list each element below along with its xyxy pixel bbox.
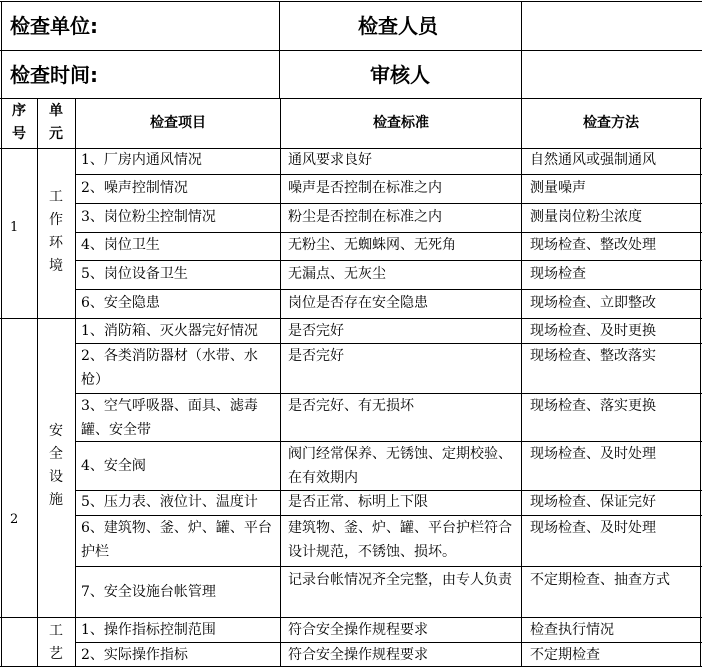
grid-line <box>280 98 281 667</box>
row-method: 不定期检查、抽查方式 <box>530 572 670 588</box>
row-method: 现场检查、及时更换 <box>530 323 656 339</box>
row-item: 1、消防箱、灭火器完好情况 <box>81 323 258 339</box>
column-header-unit: 单元 <box>49 103 63 142</box>
grid-line <box>75 174 702 175</box>
grid-line <box>0 1 702 2</box>
row-item: 2、各类消防器材（水带、水枪） <box>81 348 258 388</box>
row-method: 测量岗位粉尘浓度 <box>530 209 642 225</box>
row-method: 现场检查、立即整改 <box>530 295 656 311</box>
row-item: 1、厂房内通风情况 <box>81 152 202 168</box>
grid-line <box>75 203 702 204</box>
row-standard: 粉尘是否控制在标准之内 <box>288 209 442 225</box>
grid-line <box>279 1 280 98</box>
row-item: 1、操作指标控制范围 <box>81 622 216 638</box>
row-standard: 是否正常、标明上下限 <box>288 494 428 510</box>
row-method: 现场检查、整改落实 <box>530 348 656 364</box>
group-unit: 安全设施 <box>49 423 63 508</box>
row-item: 7、安全设施台帐管理 <box>81 584 216 600</box>
row-standard: 无漏点、无灰尘 <box>288 266 386 282</box>
grid-line <box>75 98 76 667</box>
row-item: 3、空气呼吸器、面具、滤毒罐、安全带 <box>81 398 258 438</box>
row-item: 6、安全隐患 <box>81 295 160 311</box>
group-seq: 2 <box>10 512 19 527</box>
row-item: 5、压力表、液位计、温度计 <box>81 494 258 510</box>
column-header-item: 检查项目 <box>150 115 206 131</box>
grid-line <box>75 260 702 261</box>
grid-line <box>0 50 702 51</box>
row-method: 现场检查、保证完好 <box>530 494 656 510</box>
column-header-seq: 序号 <box>12 103 26 142</box>
row-standard: 建筑物、釜、炉、罐、平台护栏符合设计规范，不锈蚀、损坏。 <box>288 520 512 560</box>
row-item: 2、实际操作指标 <box>81 647 188 663</box>
grid-line <box>37 98 38 667</box>
row-item: 2、噪声控制情况 <box>81 180 188 196</box>
grid-line <box>75 566 702 567</box>
row-standard: 是否完好、有无损坏 <box>288 398 414 414</box>
reviewer-label: 审核人 <box>370 63 430 87</box>
row-standard: 岗位是否存在安全隐患 <box>288 295 428 311</box>
group-unit: 工作环境 <box>49 189 63 274</box>
row-standard: 是否完好 <box>288 323 344 339</box>
row-standard: 阀门经常保养、无锈蚀、定期校验、在有效期内 <box>288 446 512 486</box>
row-standard: 符合安全操作规程要求 <box>288 647 428 663</box>
row-method: 现场检查、整改处理 <box>530 237 656 253</box>
unit-label: 检查单位: <box>10 14 98 38</box>
row-standard: 无粉尘、无蜘蛛网、无死角 <box>288 237 456 253</box>
row-method: 自然通风或强制通风 <box>530 152 656 168</box>
grid-line <box>521 1 522 667</box>
grid-line <box>0 98 702 99</box>
grid-line <box>700 98 701 667</box>
time-label: 检查时间: <box>10 63 98 87</box>
row-item: 6、建筑物、釜、炉、罐、平台护栏 <box>81 520 272 560</box>
inspector-label: 检查人员 <box>358 14 438 38</box>
row-item: 5、岗位设备卫生 <box>81 266 188 282</box>
group-seq: 1 <box>10 220 19 235</box>
row-standard: 是否完好 <box>288 348 344 364</box>
row-method: 现场检查 <box>530 266 586 282</box>
row-standard: 通风要求良好 <box>288 152 372 168</box>
row-method: 现场检查、及时处理 <box>530 520 656 536</box>
row-item: 4、安全阀 <box>81 458 146 474</box>
row-standard: 符合安全操作规程要求 <box>288 622 428 638</box>
column-header-standard: 检查标准 <box>373 115 429 131</box>
grid-line <box>1 1 2 667</box>
row-item: 3、岗位粉尘控制情况 <box>81 209 216 225</box>
group-unit: 工艺 <box>49 623 63 662</box>
row-standard: 噪声是否控制在标准之内 <box>288 180 442 196</box>
grid-line <box>75 289 702 290</box>
row-method: 现场检查、及时处理 <box>530 446 656 462</box>
column-header-method: 检查方法 <box>583 115 639 131</box>
row-standard: 记录台帐情况齐全完整，由专人负责 <box>288 572 512 588</box>
row-method: 检查执行情况 <box>530 622 614 638</box>
row-method: 测量噪声 <box>530 180 586 196</box>
row-method: 不定期检查 <box>530 647 600 663</box>
row-method: 现场检查、落实更换 <box>530 398 656 414</box>
row-item: 4、岗位卫生 <box>81 237 160 253</box>
